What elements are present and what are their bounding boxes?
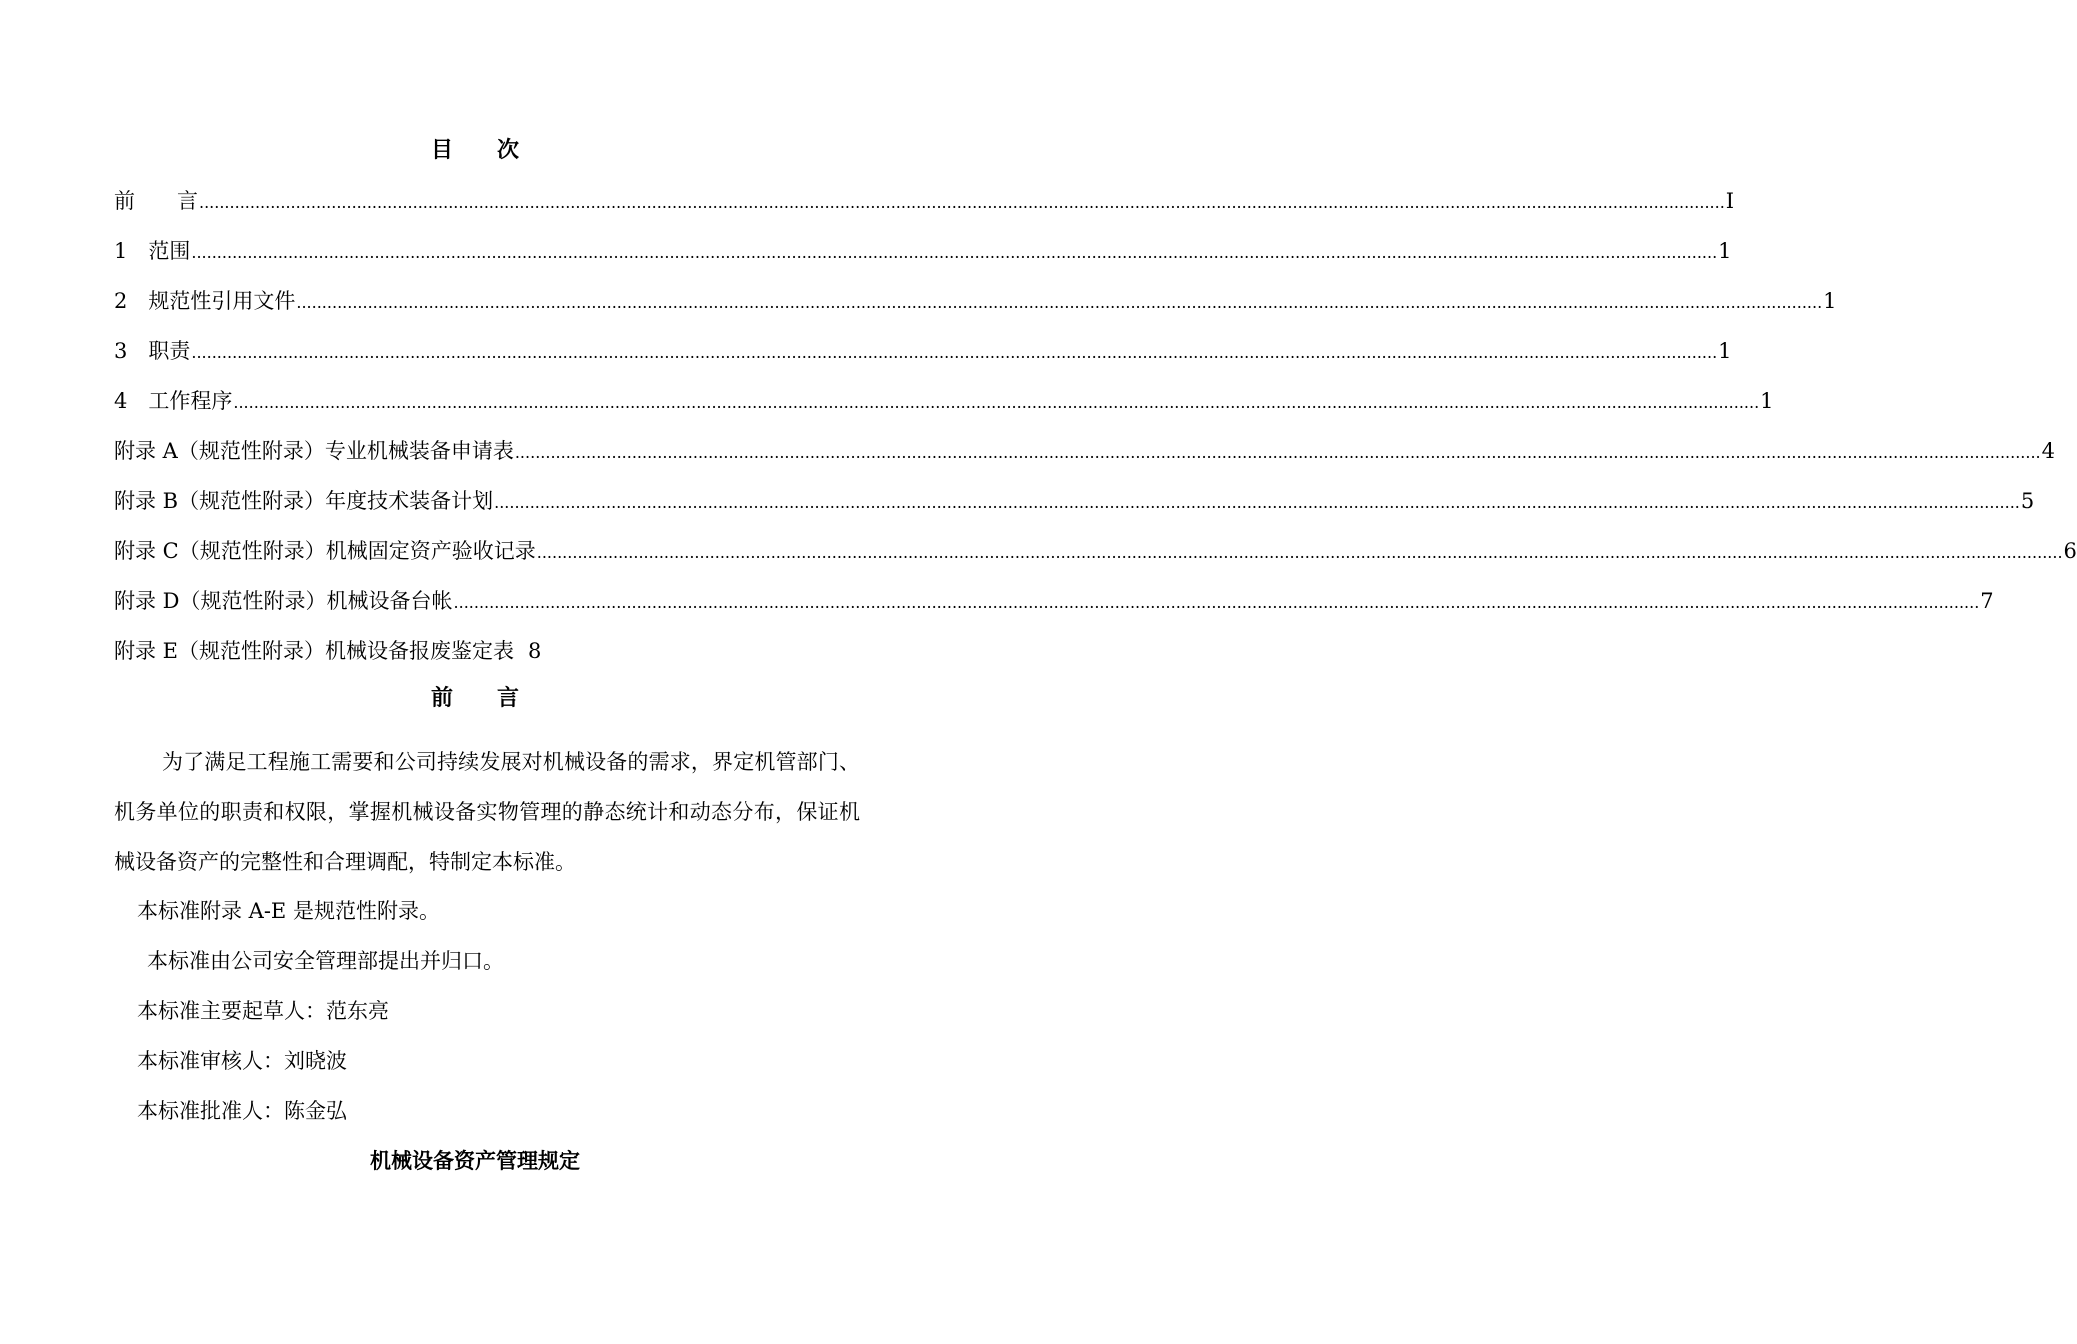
toc-title: 目 次	[430, 138, 519, 163]
toc-leader-dots: ............................................................................................................................................................................................................................................................................................................	[494, 493, 2020, 512]
toc-leader-dots: ............................................................................................................................................................................................................................................................................................................	[296, 293, 1823, 312]
toc-entry-duties[interactable]	[114, 334, 1732, 366]
toc-entry-page: 1	[1760, 389, 1774, 413]
toc-entry-appendix-b[interactable]	[114, 484, 2035, 516]
toc-entry-scope[interactable]	[114, 234, 1732, 266]
foreword-title: 前 言	[430, 686, 519, 711]
toc-leader-dots: ............................................................................................................................................................................................................................................................................................................	[191, 243, 1718, 262]
toc-entry-label: 附录 B（规范性附录）年度技术装备计划	[114, 489, 494, 513]
toc-entry-label: 附录 A（规范性附录）专业机械装备申请表	[114, 439, 514, 463]
foreword-line-drafter: 本标准主要起草人：范东亮	[137, 999, 389, 1023]
toc-entry-page: 1	[1718, 239, 1732, 263]
toc-entry-page: I	[1725, 189, 1735, 213]
foreword-line-appendix-note: 本标准附录 A-E 是规范性附录。	[137, 899, 440, 923]
toc-entry-label: 2 规范性引用文件	[114, 289, 296, 313]
foreword-paragraph: 为了满足工程施工需要和公司持续发展对机械设备的需求，界定机管部门、机务单位的职责和权限，掌握机械设备实物管理的静态统计和动态分布，保证机械设备资产的完整性和合理调配，特制定本标准。	[114, 750, 860, 874]
toc-entry-appendix-d[interactable]	[114, 584, 1994, 616]
toc-entry-foreword[interactable]	[114, 184, 1735, 216]
toc-entry-appendix-a[interactable]	[114, 434, 2055, 466]
toc-leader-dots: ............................................................................................................................................................................................................................................................................................................	[199, 193, 1725, 212]
toc-entry-appendix-e[interactable]	[114, 634, 860, 666]
toc-leader-dots: ............................................................................................................................................................................................................................................................................................................	[191, 343, 1718, 362]
foreword-line-proposer: 本标准由公司安全管理部提出并归口。	[147, 949, 504, 973]
toc-entry-label: 前 言	[114, 189, 198, 213]
foreword-line-reviewer: 本标准审核人：刘晓波	[137, 1049, 347, 1073]
toc-entry-page: 4	[2041, 439, 2055, 463]
toc-entry-label: 附录 C（规范性附录）机械固定资产验收记录	[114, 539, 536, 563]
toc-entry-page: 6	[2063, 539, 2077, 563]
toc-entry-appendix-c[interactable]	[114, 534, 2077, 566]
toc-entry-label: 附录 D（规范性附录）机械设备台帐	[114, 589, 453, 613]
toc-entry-page: 1	[1718, 339, 1732, 363]
toc-entry-page: 7	[1980, 589, 1994, 613]
document-title: 机械设备资产管理规定	[370, 1149, 580, 1173]
toc-entry-page: 8	[528, 639, 542, 663]
toc-leader-dots: ............................................................................................................................................................................................................................................................................................................	[453, 593, 1980, 612]
toc-leader-dots: ............................................................................................................................................................................................................................................................................................................	[514, 443, 2041, 462]
toc-entry-label: 3 职责	[114, 339, 191, 363]
toc-entry-label: 4 工作程序	[114, 389, 233, 413]
toc-entry-label: 1 范围	[114, 239, 191, 263]
toc-entry-references[interactable]	[114, 284, 1837, 316]
toc-entry-page: 1	[1823, 289, 1837, 313]
toc-leader-dots: ............................................................................................................................................................................................................................................................................................................	[536, 543, 2063, 562]
toc-entry-page: 5	[2020, 489, 2035, 513]
toc-leader-dots: ............................................................................................................................................................................................................................................................................................................	[233, 393, 1760, 412]
foreword-line-approver: 本标准批准人：陈金弘	[137, 1099, 347, 1123]
toc-entry-label: 附录 E（规范性附录）机械设备报废鉴定表	[114, 639, 515, 663]
toc-entry-procedure[interactable]	[114, 384, 1774, 416]
